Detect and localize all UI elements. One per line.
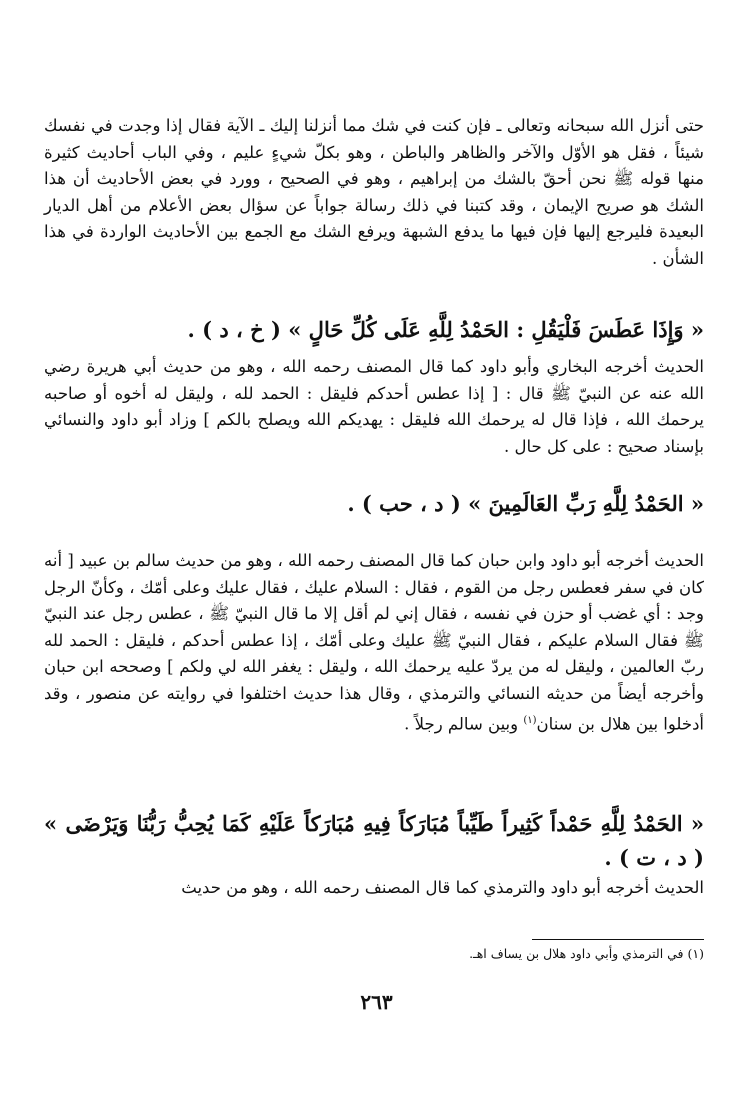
heading-abundant-praise: « الحَمْدُ لِلَّهِ حَمْداً كَثِيراً طَيِّباً مُبَارَكاً فِيهِ مُبَارَكاً عَلَيْهِ كَمَا يُحِبُّ رَبُّنَا وَيَرْضَى » ( د ، ت ) . [44, 811, 704, 870]
footnote-reference: (١) [523, 714, 537, 726]
paragraph-tirmidhi-hadith: الحديث أخرجه أبو داود والترمذي كما قال المصنف رحمه الله ، وهو من حديث [181, 878, 704, 897]
paragraph-doubt: حتى أنزل الله سبحانه وتعالى ـ فإن كنت في شك مما أنزلنا إليك ـ الآية فقال إذا وجدت في نفسك شيئاً ، فقل هو الأوّل والآخر والظاهر والباطن ، وهو بكلّ شيءٍ عليم ، وفي الباب أحاديث كثيرة منها قوله ﷺ نحن أحقّ بالشك من إبراهيم ، وهو في الصحيح ، وورد في بعض الأحاديث أن هذا الشك هو صريح الإيمان ، وقد كتبنا في ذلك رسالة جواباً عن سؤال بعض الأعلام من أهل الديار البعيدة فليرجع إليها فإن فيها ما يدفع الشبهة ويرفع الشك مع الجمع بين الأحاديث الواردة في هذا الشأن . [44, 116, 704, 268]
salim-hadith-text: الحديث أخرجه أبو داود وابن حبان كما قال المصنف رحمه الله ، وهو من حديث سالم بن عبيد [ أنه كان في سفر فعطس رجل من القوم ، فقال : السلام عليك ، فقال عليك وعلى أمّك ، وكأنّ الرجل وجد : أي غضب أو حزن في نفسه ، فقال إني لم أقل إلا ما قال النبيّ ﷺ ، عطس رجل عند النبيّ ﷺ فقال السلام عليكم ، فقال النبيّ ﷺ عليك وعلى أمّك ، إذا عطس أحدكم ، فليقل : الحمد لله ربّ العالمين ، وليقل له من يردّ عليه يرحمك الله ، وليقل : يغفر الله لي ولكم ] وصححه ابن حبان وأخرجه أيضاً من حديثه النسائي والترمذي ، وقال هذا حديث اختلفوا في روايته عن منصور ، وقد أدخلوا بين هلال بن سنان [44, 551, 704, 734]
paragraph-bukhari-hadith: الحديث أخرجه البخاري وأبو داود كما قال المصنف رحمه الله ، وهو من حديث أبي هريرة رضي الله عنه عن النبيّ ﷺ قال : [ إذا عطس أحدكم فليقل : الحمد لله ، وليقل له أخوه أو صاحبه يرحمك الله ، فإذا قال له يرحمك الله فليقل : يهديكم الله ويصلح بالكم ] وزاد أبو داود والنسائي بإسناد صحيح : على كل حال . [44, 357, 704, 456]
heading-sneeze-every-state: « وَإِذَا عَطَسَ فَلْيَقُلِ : الحَمْدُ لِلَّهِ عَلَى كُلِّ حَالٍ » ( خ ، د ) . [187, 317, 704, 342]
footnote-divider [532, 939, 704, 940]
footnote: (١) في الترمذي وأبي داود هلال بن يساف اهـ. [469, 946, 704, 961]
heading-lord-of-worlds: « الحَمْدُ لِلَّهِ رَبِّ العَالَمِينَ » ( د ، حب ) . [347, 491, 704, 516]
salim-hadith-tail: وبين سالم رجلاً . [404, 714, 524, 734]
paragraph-salim-hadith [44, 548, 704, 738]
page-number: ٢٦٣ [360, 990, 393, 1014]
